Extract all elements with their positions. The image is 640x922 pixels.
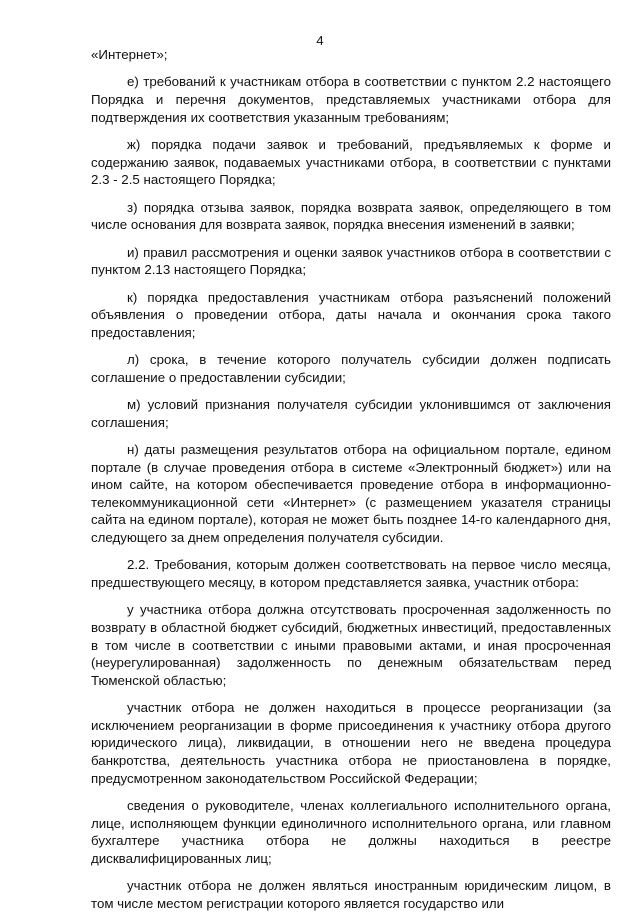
paragraph-section-2-2: 2.2. Требования, которым должен соответствовать на первое число месяца, предшествующего месяцу, в котором представляется заявка, участник отбора: (91, 557, 611, 591)
paragraph-item-i: и) правил рассмотрения и оценки заявок участников отбора в соответствии с пунктом 2.13 настоящего Порядка; (91, 244, 611, 278)
paragraph-item-l: л) срока, в течение которого получатель субсидии должен подписать соглашение о предоставлении субсидии; (91, 352, 611, 385)
paragraph-item-e: е) требований к участникам отбора в соответствии с пунктом 2.2 настоящего Порядка и перечня документов, представляемых участниками отбора для подтверждения их соответствия указанным требованиям; (91, 74, 611, 125)
paragraph-item-k: к) порядка предоставления участникам отбора разъяснений положений объявления о проведении отбора, даты начала и окончания срока такого предоставления; (91, 289, 611, 340)
paragraph-requirement-reorganization: участник отбора не должен находиться в процессе реорганизации (за исключением реорганизации в форме присоединения к участнику отбора другого юридического лица), ликвидации, в отношении него не введена процедура банкротства, деятельность участника отбора не приостановлена в порядке, предусмотренном законодательством Российской Федерации; (91, 700, 611, 786)
paragraph-item-m: м) условий признания получателя субсидии уклонившимся от заключения соглашения; (91, 397, 611, 430)
paragraph-requirement-disqualified: сведения о руководителе, членах коллегиального исполнительного органа, лице, исполняющем функции единоличного исполнительного органа, или главном бухгалтере участника отбора не должны находиться в реестре дисквалифицированных лиц; (91, 797, 611, 866)
paragraph-continuation: «Интернет»; (91, 47, 168, 62)
document-body (91, 46, 611, 922)
paragraph-requirement-foreign: участник отбора не должен являться иностранным юридическим лицом, в том числе местом регистрации которого является государство или (91, 878, 611, 911)
paragraph-item-z: з) порядка отзыва заявок, порядка возврата заявок, определяющего в том числе основания для возврата заявок, порядка внесения изменений в заявки; (91, 199, 611, 233)
paragraph-item-zh: ж) порядка подачи заявок и требований, предъявляемых к форме и содержанию заявок, подаваемых участниками отбора, в соответствии с пунктами 2.3 - 2.5 настоящего Порядка; (91, 136, 611, 188)
paragraph-item-n: н) даты размещения результатов отбора на официальном портале, едином портале (в случае проведения отбора в системе «Электронный бюджет») или на ином сайте, на котором обеспечивается проведение отбора в информационно-телекоммуникационной сети «Интернет» (с размещением указателя страницы сайта на едином портале), которая не может быть позднее 14-го календарного дня, следующего за днем определения получателя субсидии. (91, 442, 611, 546)
paragraph-requirement-debt: у участника отбора должна отсутствовать просроченная задолженность по возврату в областной бюджет субсидий, бюджетных инвестиций, предоставленных в том числе в соответствии с иными правовыми актами, и иная просроченная (неурегулированная) задолженность по денежным обязательствам перед Тюменской областью; (91, 602, 611, 688)
page-number: 4 (316, 33, 324, 48)
